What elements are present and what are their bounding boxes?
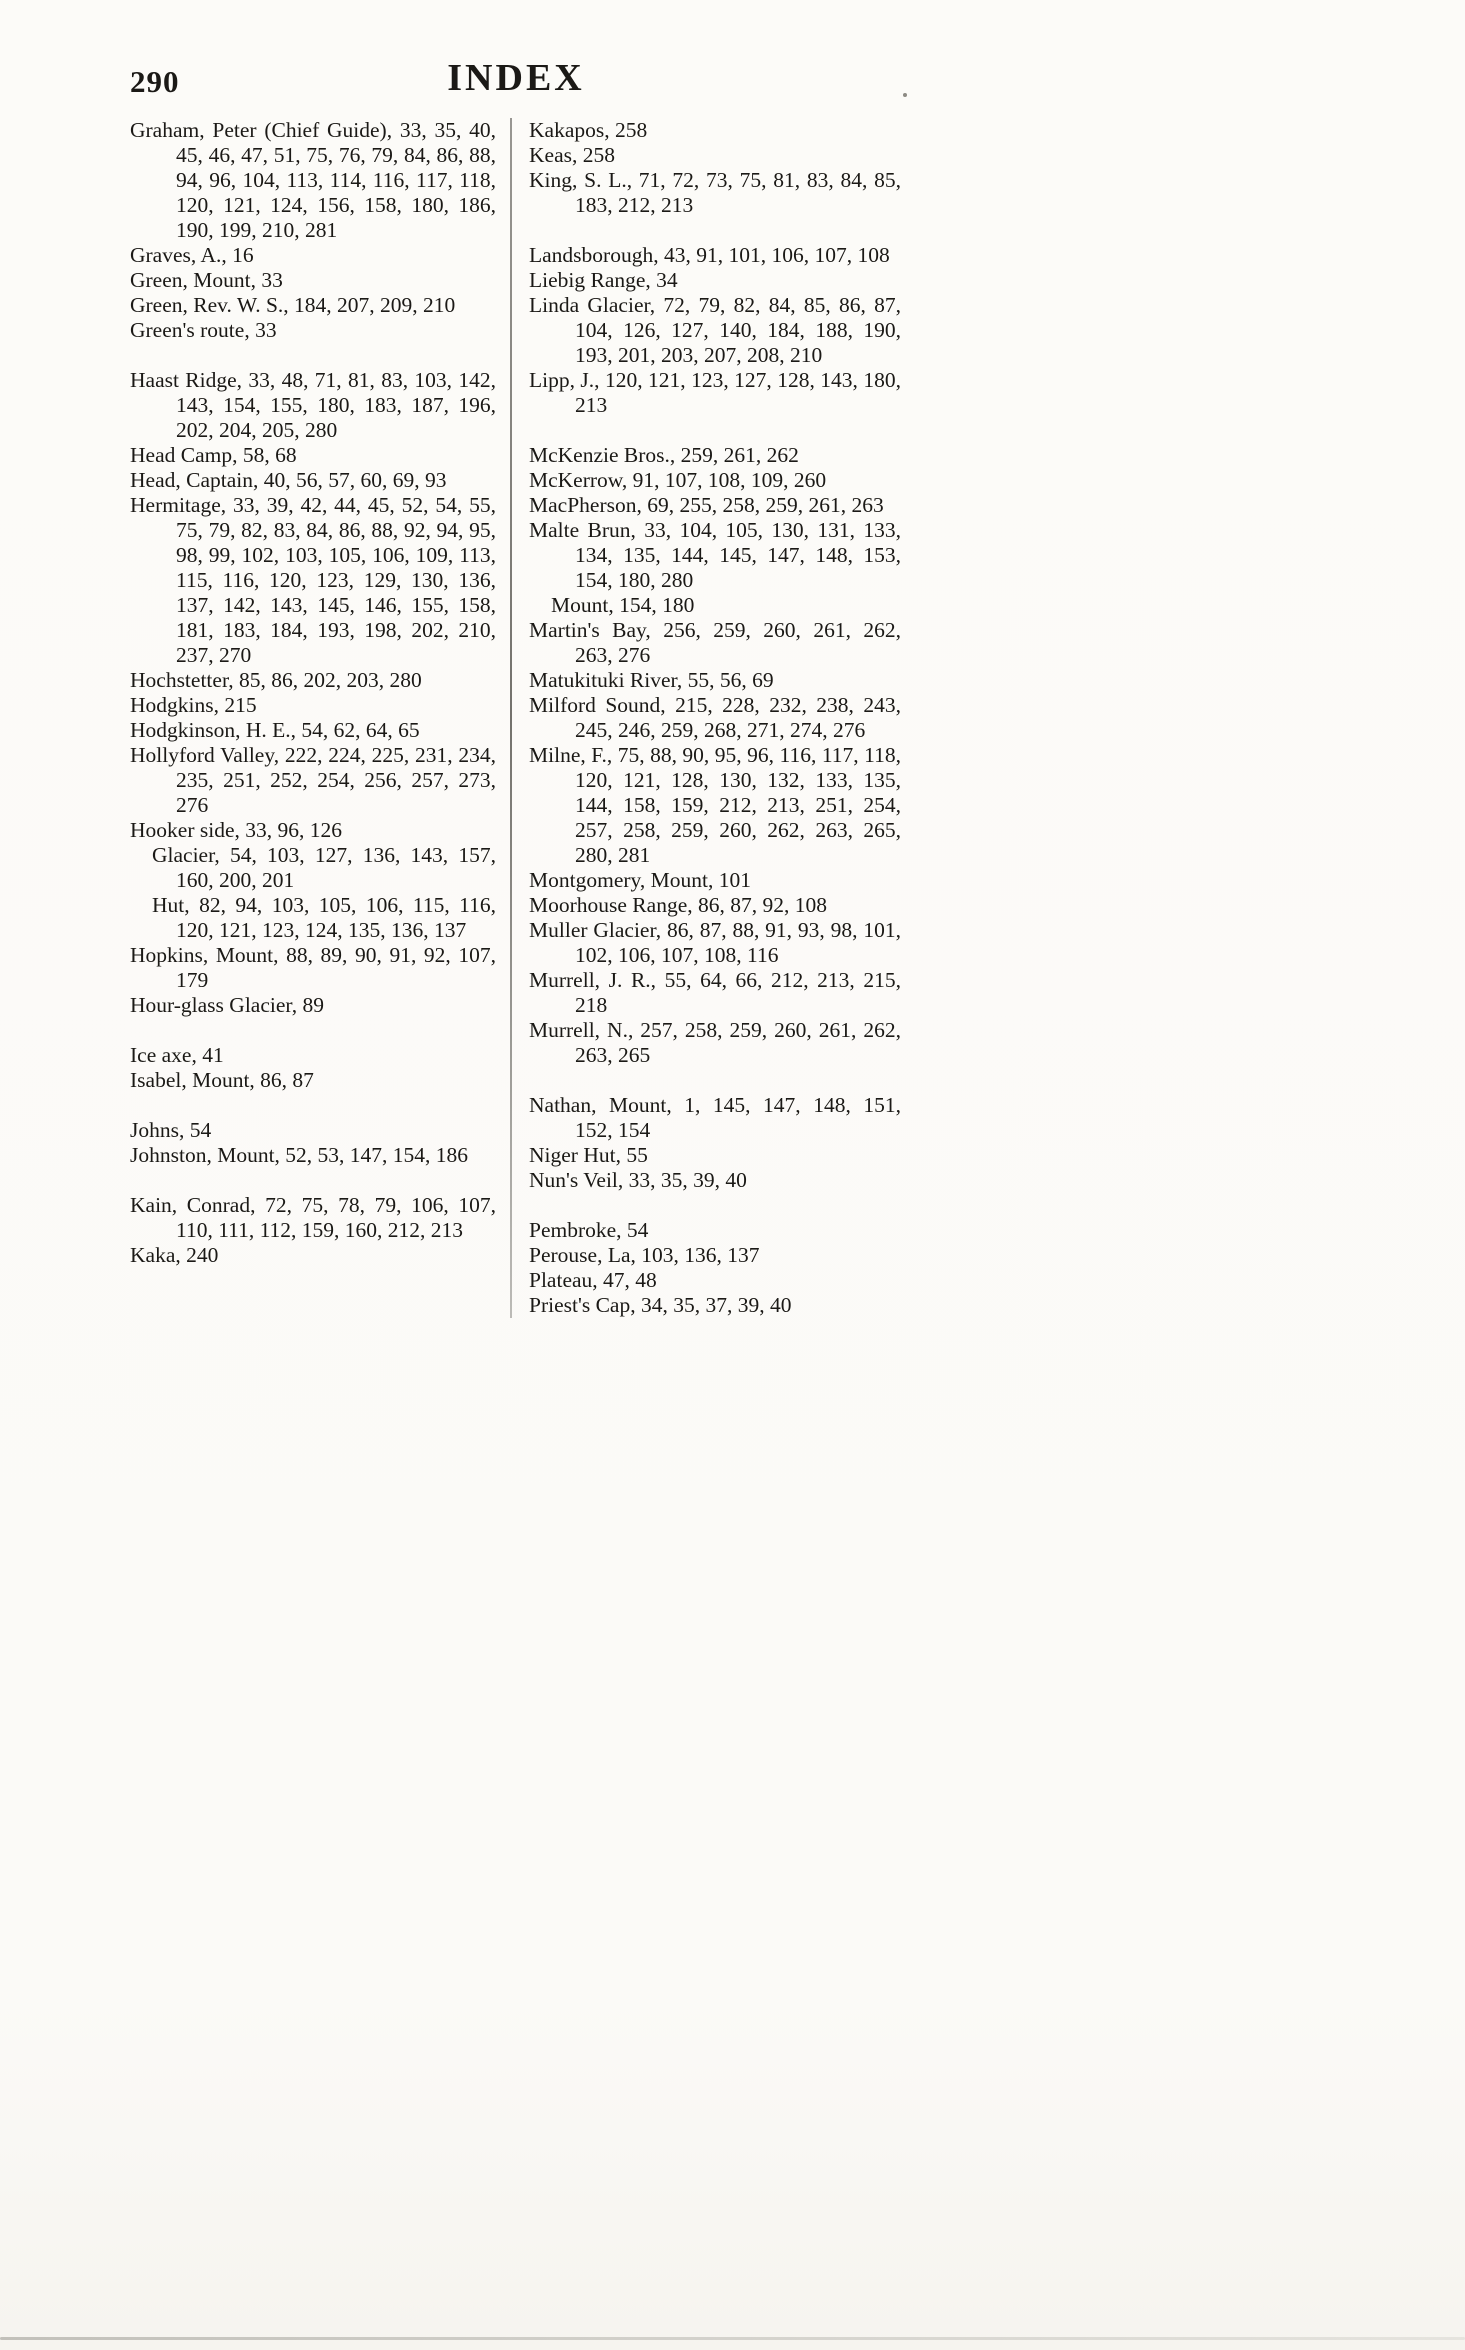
index-columns bbox=[130, 118, 905, 1318]
index-entry: Matukituki River, 55, 56, 69 bbox=[529, 668, 774, 692]
index-entry: MacPherson, 69, 255, 258, 259, 261, 263 bbox=[529, 493, 884, 517]
index-entry: Hopkins, Mount, 88, 89, 90, 91, 92, 107, 179 bbox=[130, 943, 496, 992]
index-entry: Johnston, Mount, 52, 53, 147, 154, 186 bbox=[130, 1143, 469, 1167]
index-entry: Liebig Range, 34 bbox=[529, 268, 678, 292]
index-entry: Martin's Bay, 256, 259, 260, 261, 262, 263, 276 bbox=[529, 618, 901, 667]
index-entry: Perouse, La, 103, 136, 137 bbox=[529, 1243, 760, 1267]
index-entry: Head, Captain, 40, 56, 57, 60, 69, 93 bbox=[130, 468, 447, 492]
index-subentry: Hut, 82, 94, 103, 105, 106, 115, 116, 120, 121, 123, 124, 135, 136, 137 bbox=[152, 893, 496, 942]
index-entry: Pembroke, 54 bbox=[529, 1218, 649, 1242]
index-entry: Head Camp, 58, 68 bbox=[130, 443, 297, 467]
index-entry: Kain, Conrad, 72, 75, 78, 79, 106, 107, 110, 111, 112, 159, 160, 212, 213 bbox=[130, 1193, 496, 1242]
index-entry: Keas, 258 bbox=[529, 143, 615, 167]
index-entry: Kaka, 240 bbox=[130, 1243, 219, 1267]
index-entry: Hollyford Valley, 222, 224, 225, 231, 234, 235, 251, 252, 254, 256, 257, 273, 276 bbox=[130, 743, 496, 817]
index-entry: Milne, F., 75, 88, 90, 95, 96, 116, 117, 118, 120, 121, 128, 130, 132, 133, 135, 144, 158, 159, 212, 213, 251, 254, 257, 258, 259, 260, 262, 263, 265, 280, 281 bbox=[529, 743, 901, 867]
index-entry: Lipp, J., 120, 121, 123, 127, 128, 143, 180, 213 bbox=[529, 368, 901, 417]
index-entry: Graves, A., 16 bbox=[130, 243, 254, 267]
index-subentry: Glacier, 54, 103, 127, 136, 143, 157, 160, 200, 201 bbox=[152, 843, 496, 892]
index-entry: Priest's Cap, 34, 35, 37, 39, 40 bbox=[529, 1293, 792, 1317]
index-entry: Moorhouse Range, 86, 87, 92, 108 bbox=[529, 893, 827, 917]
index-entry: Muller Glacier, 86, 87, 88, 91, 93, 98, 101, 102, 106, 107, 108, 116 bbox=[529, 918, 901, 967]
index-entry: Plateau, 47, 48 bbox=[529, 1268, 657, 1292]
page-scan-edge bbox=[0, 2337, 1465, 2340]
index-entry: Green's route, 33 bbox=[130, 318, 277, 342]
index-entry: Nun's Veil, 33, 35, 39, 40 bbox=[529, 1168, 747, 1192]
page-title: INDEX bbox=[447, 57, 585, 99]
index-entry: Hodgkins, 215 bbox=[130, 693, 257, 717]
index-entry: Milford Sound, 215, 228, 232, 238, 243, 245, 246, 259, 268, 271, 274, 276 bbox=[529, 693, 901, 742]
index-subentry: Mount, 154, 180 bbox=[551, 593, 695, 617]
index-entry: Montgomery, Mount, 101 bbox=[529, 868, 751, 892]
index-column-left bbox=[130, 118, 496, 1268]
index-entry: McKenzie Bros., 259, 261, 262 bbox=[529, 443, 799, 467]
index-entry: Hermitage, 33, 39, 42, 44, 45, 52, 54, 55, 75, 79, 82, 83, 84, 86, 88, 92, 94, 95, 98, 99, 102, 103, 105, 106, 109, 113, 115, 116, 120, 123, 129, 130, 136, 137, 142, 143, 145, 146, 155, 158, 181, 183, 184, 193, 198, 202, 210, 237, 270 bbox=[130, 493, 496, 667]
index-entry: Kakapos, 258 bbox=[529, 118, 648, 142]
index-entry: McKerrow, 91, 107, 108, 109, 260 bbox=[529, 468, 827, 492]
page-header bbox=[130, 52, 902, 108]
index-entry: Hodgkinson, H. E., 54, 62, 64, 65 bbox=[130, 718, 420, 742]
index-column-right bbox=[529, 118, 901, 1318]
index-entry: Landsborough, 43, 91, 101, 106, 107, 108 bbox=[529, 243, 890, 267]
index-entry: Hooker side, 33, 96, 126 bbox=[130, 818, 342, 842]
index-entry: Green, Mount, 33 bbox=[130, 268, 283, 292]
index-entry: Murrell, J. R., 55, 64, 66, 212, 213, 215, 218 bbox=[529, 968, 901, 1017]
index-entry: King, S. L., 71, 72, 73, 75, 81, 83, 84, 85, 183, 212, 213 bbox=[529, 168, 901, 217]
index-entry: Niger Hut, 55 bbox=[529, 1143, 648, 1167]
scan-speck bbox=[903, 93, 907, 97]
index-entry: Johns, 54 bbox=[130, 1118, 212, 1142]
index-entry: Linda Glacier, 72, 79, 82, 84, 85, 86, 87, 104, 126, 127, 140, 184, 188, 190, 193, 201, 203, 207, 208, 210 bbox=[529, 293, 901, 367]
index-entry: Hochstetter, 85, 86, 202, 203, 280 bbox=[130, 668, 422, 692]
index-entry: Graham, Peter (Chief Guide), 33, 35, 40, 45, 46, 47, 51, 75, 76, 79, 84, 86, 88, 94, 96, 104, 113, 114, 116, 117, 118, 120, 121, 124, 156, 158, 180, 186, 190, 199, 210, 281 bbox=[130, 118, 496, 242]
page-number: 290 bbox=[130, 64, 180, 99]
index-entry: Hour-glass Glacier, 89 bbox=[130, 993, 324, 1017]
index-entry: Haast Ridge, 33, 48, 71, 81, 83, 103, 142, 143, 154, 155, 180, 183, 187, 196, 202, 204, 205, 280 bbox=[130, 368, 496, 442]
index-entry: Malte Brun, 33, 104, 105, 130, 131, 133, 134, 135, 144, 145, 147, 148, 153, 154, 180, 280 bbox=[529, 518, 901, 592]
index-entry: Green, Rev. W. S., 184, 207, 209, 210 bbox=[130, 293, 456, 317]
index-entry: Murrell, N., 257, 258, 259, 260, 261, 262, 263, 265 bbox=[529, 1018, 901, 1067]
column-divider bbox=[510, 118, 512, 1318]
index-entry: Ice axe, 41 bbox=[130, 1043, 224, 1067]
index-entry: Isabel, Mount, 86, 87 bbox=[130, 1068, 314, 1092]
index-entry: Nathan, Mount, 1, 145, 147, 148, 151, 152, 154 bbox=[529, 1093, 901, 1142]
